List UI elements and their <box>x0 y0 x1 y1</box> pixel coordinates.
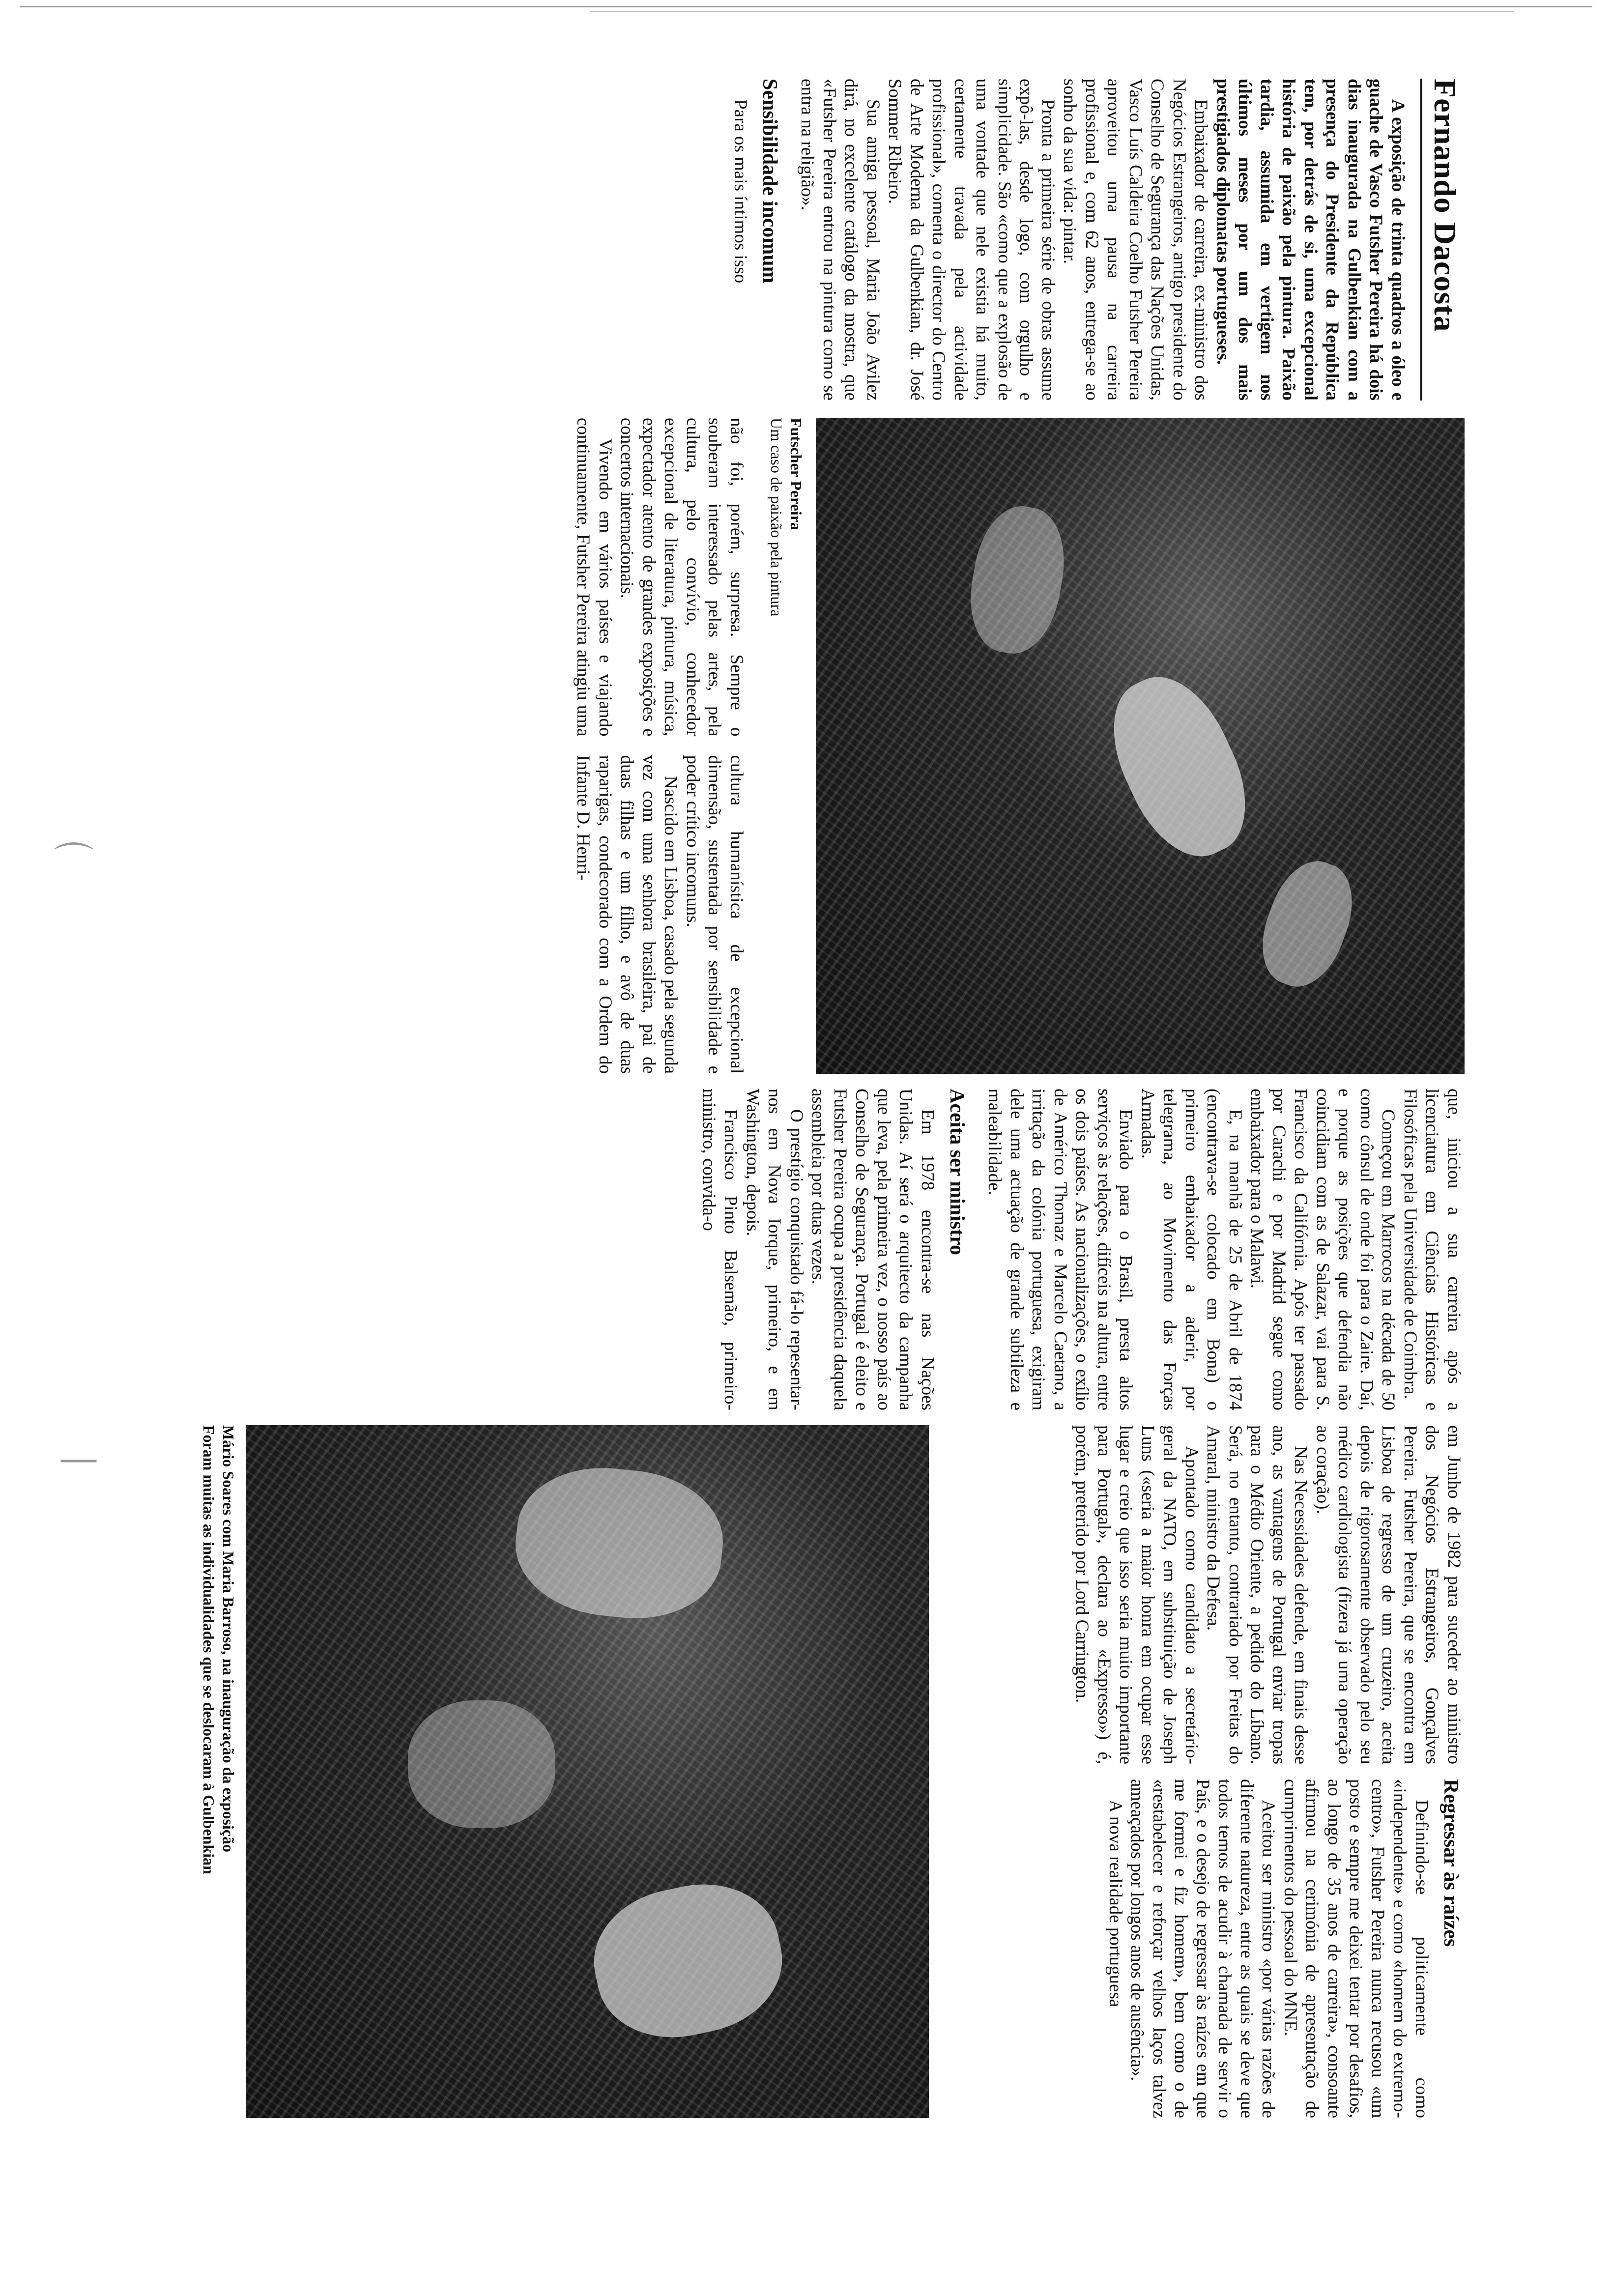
author-byline: Fernando Dacosta <box>1420 79 1465 401</box>
paragraph: não foi, porém, surpresa. Sempre o souberam interessado pelas artes, pela cultura, pelo convívio, conhecedor excepcional de literatura, pintura, música, expectador atento de grandes exposições e concertos internacionais. <box>617 418 747 737</box>
scan-mark: ⌒ <box>54 839 93 885</box>
section-heading: Aceita ser ministro <box>946 1089 968 1256</box>
paragraph: O prestígio conquistado fá-lo repesentar-nos em Nova Iorque, primeiro, e em Washington, depois. <box>743 1089 806 1410</box>
paragraph: Pronta a primeira série de obras assume expô-las, desde logo, com orgulho e simplicidade. São «como que a explosão de uma vontade que nele existia há muito, certamente travada pela actividade profissional», comenta o director do Centro de Arte Moderna da Gulbenkian, dr. José Sommer Ribeiro. <box>885 79 1058 401</box>
article-column-6-frame <box>177 79 1465 2216</box>
paragraph: Para os mais íntimos isso <box>730 99 750 284</box>
caption-title: Futscher Pereira <box>787 418 805 530</box>
paragraph: Nas Necessidades defende, em finais desse ano, as vantagens de Portugal enviar tropas para o Médio Oriente, a pedido do Líbano. Será, no entanto, contrariado por Freitas do Amaral, ministro da Defesa. <box>1203 1425 1311 1764</box>
paragraph: Aceitou ser ministro «por várias razões de diferente natureza, entre as quais se deve que todos temos de acudir à chamada de servir o País, e o desejo de regressar às raízes em que me formei e fiz homem», bem como o de «restabelecer e reforçar velhos laços talvez ameaçados por longos anos de ausência». <box>1127 1779 1279 2118</box>
paragraph: Sua amiga pessoal, Maria João Avilez dirá, no excelente catálogo da mostra, que «Futsher Pereira entrou na pintura como se entra na religião». <box>797 79 883 401</box>
paragraph: Apontado como candidato a secretário-geral da NATO, em substituição de Joseph Luns («seria a maior honra em ocupar esse lugar e creio que isso seria muito importante para Portugal», declara ao «Expresso») é, porém, preterido por Lord Carrington. <box>1072 1425 1202 1764</box>
scan-border-line <box>20 6 1592 7</box>
paragraph: A nova realidade portuguesa <box>1105 1800 1125 2008</box>
paragraph: Vivendo em vários países e viajando continuamente, Futsher Pereira atingiu uma cultura humanística de excepcional dimensão, sustentada por sensibilidade e poder crítico incomuns. <box>573 418 747 1074</box>
paragraph: que, iniciou a sua carreira após a licenciatura em Ciências Históricas e Filosóficas pela Universidade de Coimbra. <box>1400 1089 1464 1410</box>
paragraph: Enviado para o Brasil, presta altos serviços às relações, difíceis na altura, entre os dois países. As nacionalizações, o exílio de Américo Thomaz e Marcelo Caetano, a irritação da colónia portuguesa, exigiram dele uma actuação de grande subtileza e maleabilidade. <box>984 1089 1136 1410</box>
paragraph: Definindo-se politicamente como «independente» e como «homem do extremo-centro», Futsher Pereira nunca recusou «um posto e sempre me deixei tentar por desafios, ao longo de 35 anos de carreira», consoante afirmou na cerimónia de apresentação de cumprimentos do pessoal do MNE. <box>1280 1779 1432 2118</box>
paragraph: Em 1978 encontra-se nas Nações Unidas. Aí será o arquitecto da campanha que leva, pela primeira vez, o nosso país ao Conselho de Segurança. Portugal é eleito e Futsher Pereira ocupa a presidência daquela assembleia por duas vezes. <box>808 1089 938 1410</box>
scan-mark: — <box>59 1435 98 1481</box>
paragraph: em Junho de 1982 para suceder ao ministro dos Negócios Estrangeiros, Gonçalves Pereira. Futsher Pereira, que se encontra em Lisboa de regresso de um cruzeiro, aceita depois de rigorosamente observado pelo seu médico cardiologista (fizera já uma operação ao coração). <box>1313 1425 1464 1764</box>
caption-text: Um caso de paixão pela pintura <box>768 418 785 617</box>
scan-border-line <box>590 11 1514 12</box>
lead-paragraph: A exposição de trinta quadros a óleo e guache de Vasco Futsher Pereira há dois dias inaugurada na Gulbenkian com a presença do Presidente da República tem, por detrás de si, uma excepcional história de paixão pela pintura. Paixão tardia, assumida em vertigem nos últimos meses por um dos mais prestigiados diplomatas portugueses. <box>1213 79 1408 401</box>
paragraph: Embaixador de carreira, ex-ministro dos Negócios Estrangeiros, antigo presidente do Conselho de Segurança das Nações Unidas, Vasco Luís Caldeira Coelho Futsher Pereira aproveitou uma pausa na carreira profissional e, com 62 anos, entrega-se ao sonho da sua vida: pintar. <box>1060 79 1211 401</box>
caption-line: Mário Soares com Maria Barroso, na inauguração da exposição <box>220 1425 237 1852</box>
section-heading: Regressar às raízes <box>1439 1779 1462 1947</box>
paragraph: Começou em Marrocos na década de 50 como cônsul de onde foi para o Zaire. Daí, e porque as posições que defendia não coincidiam com as de Salazar, vai para S. Francisco da Califórnia. Após ter passado por Carachi e por Madrid segue como embaixador para o Malawi. <box>1247 1089 1399 1410</box>
paragraph: Nascido em Lisboa, casado pela segunda vez com uma senhora brasileira, pai de duas filhas e um filho, e avô de duas raparigas, condecorado com a Ordem do Infante D. Henri- <box>573 755 681 1074</box>
caption-line: Foram muitas as individualidades que se deslocaram à Gulbenkian <box>200 1425 218 1874</box>
section-heading: Sensibilidade incomum <box>758 79 781 284</box>
paragraph: E, na manhã de 25 de Abril de 1874 (encontrava-se colocado em Bona) o primeiro embaixador a aderir, por telegrama, ao Movimento das Forças Armadas. <box>1138 1089 1245 1410</box>
paragraph: Francisco Pinto Balsemão, primeiro-ministro, convida-o <box>699 1089 741 1410</box>
